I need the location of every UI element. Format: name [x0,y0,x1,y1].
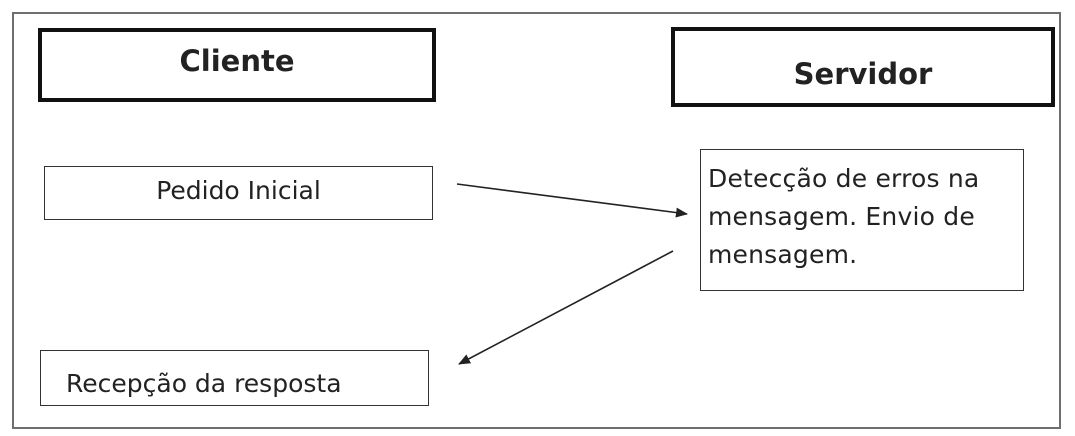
error-detection-box [700,149,1024,291]
client-header-label: Cliente [179,44,295,78]
initial-request-box [44,166,433,220]
server-header-label: Servidor [793,57,933,91]
client-header-box [38,28,436,102]
error-detection-label: Detecção de erros na mensagem. Envio de mensagem. [708,164,980,269]
initial-request-label: Pedido Inicial [156,176,321,205]
response-reception-label: Recepção da resposta [66,369,342,398]
server-header-box [671,27,1055,107]
response-reception-box [40,350,429,406]
